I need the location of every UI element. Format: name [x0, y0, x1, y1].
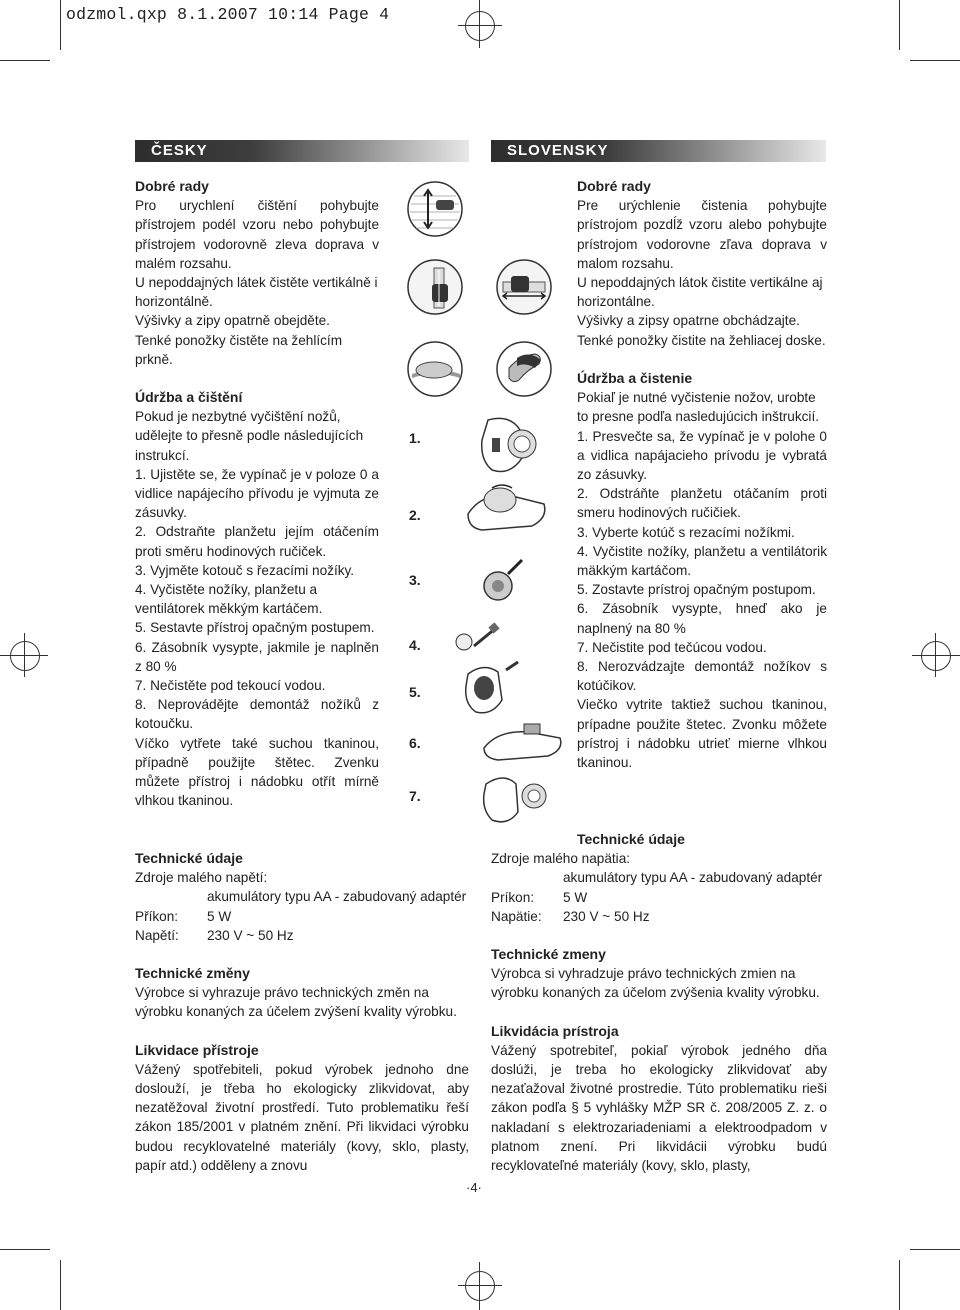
sk-tips-line: U nepoddajných látok čistite vertikálne aj horizontálne. — [577, 275, 823, 310]
step4-brush-illustration — [452, 622, 502, 656]
step7-device-illustration — [478, 770, 558, 830]
sk-maintenance-title: Údržba a čistenie — [577, 370, 693, 386]
cz-maintenance-section — [135, 388, 379, 810]
cz-step: 4. Vyčistěte nožíky, planžetu a ventilátorek měkkým kartáčem. — [135, 582, 323, 617]
language-bar-slovak — [491, 140, 826, 162]
cz-tips-line: U nepoddajných látek čistěte vertikálně i horizontálně. — [135, 275, 378, 310]
sk-changes-text: Výrobca si vyhradzuje právo technických zmien na výrobku konaných za účelom zvýšenia kvality výrobku. — [491, 966, 820, 1001]
page-number: ·4· — [466, 1180, 482, 1195]
cz-step: 8. Neprovádějte demontáž nožíků z kotoučku. — [135, 697, 379, 732]
sk-step: 5. Zostavte prístroj opačným postupom. — [577, 582, 816, 598]
step2-device-illustration — [462, 478, 552, 538]
cz-step: 7. Nečistěte pod tekoucí vodou. — [135, 678, 326, 694]
sk-step-note: Viečko vytrite taktiež suchou tkaninou, prípadne použite štetec. Zvonku môžete prístroj i nádobku utrieť mierne vlhkou tkaninou. — [577, 697, 827, 771]
sk-disposal-title: Likvidácia prístroja — [491, 1022, 619, 1039]
sk-step: 8. Nerozvádzajte demontáž nožíkov s kotúčikov. — [577, 659, 827, 694]
cz-step: 6. Zásobník vysypte, jakmile je naplněn z 80 % — [135, 639, 379, 674]
print-slug: odzmol.qxp 8.1.2007 10:14 Page 4 — [66, 5, 390, 24]
sk-tech-voltage-value: 230 V ~ 50 Hz — [563, 908, 650, 924]
step-number: 4. — [409, 637, 421, 653]
step6-device-illustration — [478, 716, 568, 766]
sk-step: 7. Nečistite pod tečúcou vodou. — [577, 639, 767, 655]
sk-maintenance-intro: Pokiaľ je nutné vyčistenie nožov, urobte to presne podľa nasledujúcich inštrukcií. — [577, 390, 819, 425]
cz-tips-title: Dobré rady — [135, 178, 209, 194]
step-number: 2. — [409, 507, 421, 523]
cz-tips-text: Pro urychlení čištění pohybujte přístrojem podél vzoru nebo pohybujte přístrojem vodorovně zleva doprava v malém rozsahu. — [135, 198, 379, 271]
cz-tech-power-row — [135, 907, 475, 926]
fabric-shaver-vertical-illustration — [406, 258, 464, 316]
cz-maintenance-title: Údržba a čištění — [135, 389, 243, 405]
sk-tech-source-label: Zdroje malého napätia: — [491, 851, 631, 867]
sk-tips-line: Tenké ponožky čistite na žehliacej doske. — [577, 332, 826, 348]
cz-disposal-title: Likvidace přístroje — [135, 1041, 259, 1058]
cz-disposal-text: Vážený spotřebiteli, pokud výrobek jednoho dne doslouží, je třeba ho ekologicky zlikvidovat, aby nezatěžoval životní prostředí. Tuto problematiku řeší zákon 185/2001 v platném znění. Při likvidaci výrobku budou recyklovatelné materiály (kovy, sklo, plasty, papír atd.) odděleny a znovu — [135, 1061, 469, 1173]
sk-step: 3. Vyberte kotúč s rezacími nožíkmi. — [577, 524, 795, 540]
sk-tech-section — [491, 830, 831, 1175]
cz-tech-source-label: Zdroje malého napětí: — [135, 870, 268, 886]
sk-changes-title: Technické zmeny — [491, 946, 606, 963]
cz-tech-section — [135, 849, 475, 1175]
cz-step: 2. Odstraňte planžetu jejím otáčením proti směru hodinových ručiček. — [135, 524, 379, 559]
sk-step: 6. Zásobník vysypte, hneď ako je naplnený na 80 % — [577, 601, 827, 636]
step-number: 6. — [409, 735, 421, 751]
sk-tips-section — [577, 177, 827, 350]
step5-device-illustration — [458, 660, 528, 720]
sk-step: 1. Presvečte sa, že vypínač je v polohe 0 a vidlica napájacieho prívodu je vybratá zo zásuvky. — [577, 428, 827, 483]
cz-tech-voltage-label: Napětí: — [135, 927, 179, 943]
sk-disposal-text: Vážený spotrebiteľ, pokiaľ výrobok jedného dňa doslúži, je treba ho ekologicky zlikvidovať aby nezaťažoval životné prostredie. Túto problematiku rieši zákon podľa § 5 vyhlášky MŽP SR č. 208/2005 Z. z. o nakladaní s elektrozariadeniami a elektroodpadom v platnom znení. Pri likvidácii výrobku budú recyklovateľné materiály (kovy, sklo, plasty, — [491, 1042, 827, 1174]
cz-step: 1. Ujistěte se, že vypínač je v poloze 0 a vidlice napájecího přívodu je vyjmuta ze zásuvky. — [135, 466, 379, 521]
sk-tips-text: Pre urýchlenie čistenia pohybujte prístrojom pozdĺž vzoru alebo pohybujte prístrojom vodorovne zľava doprava v malom rozsahu. — [577, 198, 827, 271]
cz-maintenance-intro: Pokud je nezbytné vyčištění nožů, udělejte to přesně podle následujících instrukcí. — [135, 409, 364, 463]
fabric-shaver-pattern-illustration — [406, 180, 464, 238]
sk-tips-title: Dobré rady — [577, 178, 651, 194]
language-bar-czech — [135, 140, 469, 162]
cz-tips-line: Tenké ponožky čistěte na žehlícím prkně. — [135, 332, 343, 367]
step-number: 3. — [409, 572, 421, 588]
cz-tech-power-label: Příkon: — [135, 908, 179, 924]
cz-tips-section — [135, 177, 379, 369]
sk-tech-voltage-label: Napätie: — [491, 908, 542, 924]
cz-step: 5. Sestavte přístroj opačným postupem. — [135, 620, 375, 636]
cz-changes-title: Technické změny — [135, 965, 250, 982]
sk-tech-voltage-row — [491, 907, 831, 926]
step3-blade-disc-illustration — [478, 556, 528, 606]
step-number: 1. — [409, 430, 421, 446]
sk-tech-power-value: 5 W — [563, 889, 588, 905]
sk-tech-title: Technické údaje — [577, 831, 685, 847]
language-label: SLOVENSKY — [507, 142, 609, 159]
sk-tech-source-value: akumulátory typu AA - zabudovaný adaptér — [563, 870, 823, 886]
cz-step: 3. Vyjměte kotouč s řezacími nožíky. — [135, 562, 355, 578]
sk-tech-power-row — [491, 888, 831, 907]
cz-tech-power-value: 5 W — [207, 908, 232, 924]
sk-tech-power-label: Príkon: — [491, 889, 535, 905]
sk-maintenance-section — [577, 369, 827, 772]
cz-tips-line: Výšivky a zipy opatrně obejděte. — [135, 313, 330, 329]
step-number: 7. — [409, 788, 421, 804]
fabric-shaver-horizontal-illustration — [495, 258, 553, 316]
sk-step: 2. Odstráňte planžetu otáčaním proti smeru hodinových ručičiek. — [577, 486, 827, 521]
cz-tech-title: Technické údaje — [135, 850, 243, 866]
cz-tech-source-value: akumulátory typu AA - zabudovaný adaptér — [207, 889, 467, 905]
cz-step-note: Víčko vytřete také suchou tkaninou, případně použijte štětec. Zvenku můžete přístroj i nádobku otřít mírně vlhkou tkaninou. — [135, 735, 379, 809]
sk-step: 4. Vyčistite nožíky, planžetu a ventilátorik mäkkým kartáčom. — [577, 543, 827, 579]
cz-tech-voltage-value: 230 V ~ 50 Hz — [207, 927, 294, 943]
sk-tips-line: Výšivky a zipsy opatrne obchádzajte. — [577, 313, 800, 329]
step-number: 5. — [409, 684, 421, 700]
sock-ironing-board-illustration — [406, 340, 464, 398]
language-label: ČESKY — [151, 142, 208, 159]
step1-device-illustration — [470, 410, 550, 480]
cz-changes-text: Výrobce si vyhrazuje právo technických změn na výrobku konaných za účelem zvýšení kvality výrobku. — [135, 985, 457, 1020]
sock-shaving-illustration — [495, 340, 553, 398]
cz-tech-voltage-row — [135, 926, 475, 945]
